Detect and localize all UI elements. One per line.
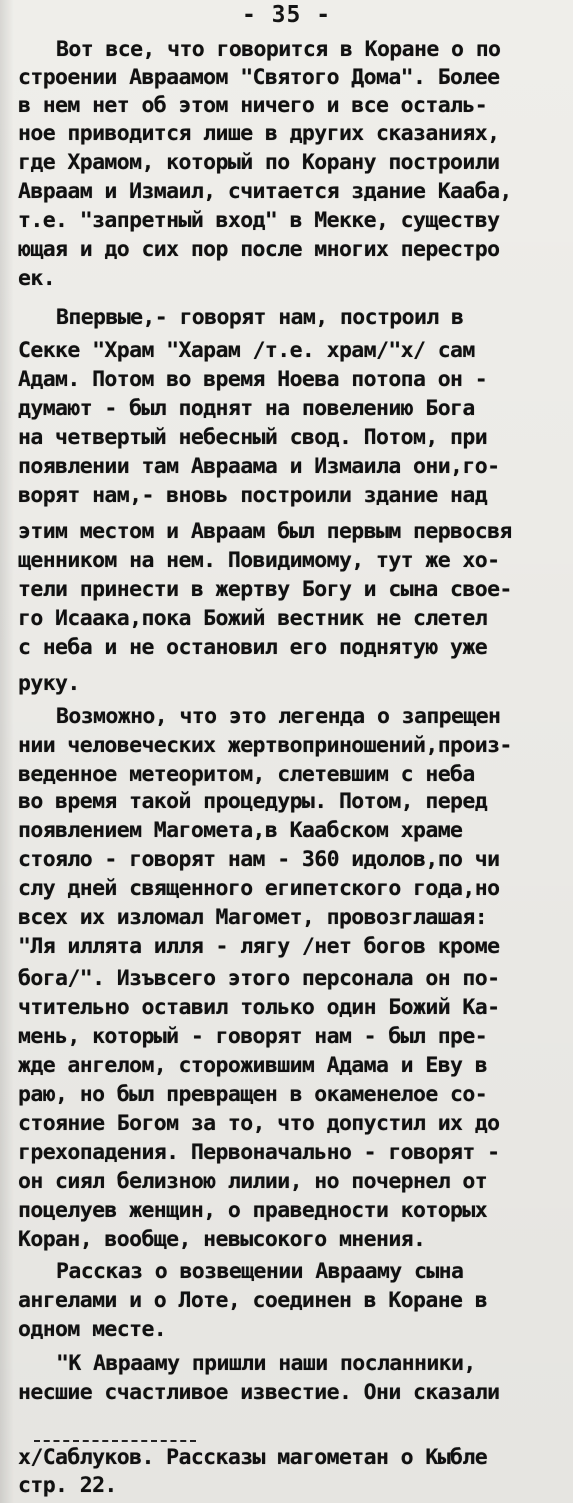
text-line: стояние Богом за то, что допустил их до	[18, 1111, 500, 1136]
text-line: ющая и до сих пор после многих перестро	[18, 237, 500, 262]
text-line: Коран, вообще, невысокого мнения.	[18, 1227, 426, 1252]
text-line: на четвертый небесный свод. Потом, при	[18, 425, 488, 450]
text-line: Рассказ о возвещении Аврааму сына	[56, 1259, 464, 1284]
text-line: всех их изломал Магомет, провозглашая:	[18, 905, 488, 930]
text-line: одном месте.	[18, 1317, 167, 1342]
text-line: грехопадения. Первоначально - говорят -	[18, 1140, 500, 1165]
text-line: с неба и не остановил его поднятую уже	[18, 635, 488, 660]
footnote-line: стр. 22.	[18, 1473, 117, 1498]
text-line: поцелуев женщин, о праведности которых	[18, 1198, 488, 1223]
page-number: - 35 -	[241, 2, 332, 28]
text-line: т.е. "запретный вход" в Мекке, существу	[18, 208, 500, 233]
text-line: стояло - говорят нам - 360 идолов,по чи	[18, 847, 500, 872]
text-line: строении Авраамом "Святого Дома". Более	[18, 65, 500, 90]
text-line: появлении там Авраама и Измаила они,го-	[18, 454, 500, 479]
footnote-divider	[34, 1440, 196, 1442]
text-line: щенником на нем. Повидимому, тут же хо-	[18, 548, 500, 573]
text-line: ек.	[18, 266, 56, 291]
text-line: ворят нам,- вновь построили здание над	[18, 483, 488, 508]
text-line: "К Аврааму пришли наши посланники,	[56, 1351, 476, 1376]
text-line: где Храмом, который по Корану построили	[18, 150, 500, 175]
text-line: этим местом и Авраам был первым первосвя	[18, 519, 512, 544]
footnote-line: x/Саблуков. Рассказы магометан о Кыбле	[18, 1445, 488, 1470]
text-line: руку.	[18, 671, 80, 696]
text-line: чтительно оставил только один Божий Ка-	[18, 995, 500, 1020]
text-line: слу дней священного египетского года,но	[18, 876, 500, 901]
text-line: го Исаака,пока Божий вестник не слетел	[18, 606, 488, 631]
text-line: Возможно, что это легенда о запрещен	[56, 704, 501, 729]
text-line: думают - был поднят на повелению Бога	[18, 396, 475, 421]
text-line: Адам. Потом во время Ноева потопа он -	[18, 367, 488, 392]
text-line: Авраам и Измаил, считается здание Кааба,	[18, 179, 512, 204]
text-line: ангелами и о Лоте, соединен в Коране в	[18, 1288, 488, 1313]
text-line: Секке "Храм "Харам /т.е. храм/"x/ сам	[18, 338, 475, 363]
text-line: тели принести в жертву Богу и сына свое-	[18, 577, 512, 602]
text-line: он сиял белизною лилии, но почернел от	[18, 1169, 488, 1194]
text-line: мень, который - говорят нам - был пре-	[18, 1024, 488, 1049]
text-line: бога/". Изъвсего этого персонала он по-	[18, 966, 500, 991]
text-line: Вот все, что говорится в Коране о по	[56, 37, 501, 62]
text-line: раю, но был превращен в окаменелое со-	[18, 1082, 488, 1107]
text-line: несшие счастливое известие. Они сказали	[18, 1380, 500, 1405]
text-line: нии человеческих жертвоприношений,произ-	[18, 733, 512, 758]
text-line: "Ля иллята илля - лягу /нет богов кроме	[18, 934, 500, 959]
text-line: в нем нет об этом ничего и все осталь-	[18, 93, 488, 118]
text-line: веденное метеоритом, слетевшим с неба	[18, 762, 475, 787]
text-line: во время такой процедуры. Потом, перед	[18, 789, 488, 814]
text-line: жде ангелом, сторожившим Адама и Еву в	[18, 1053, 488, 1078]
text-line: появлением Магомета,в Каабском храме	[18, 818, 463, 843]
text-line: ное приводится лише в других сказаниях,	[18, 121, 500, 146]
text-line: Впервые,- говорят нам, построил в	[56, 305, 464, 330]
